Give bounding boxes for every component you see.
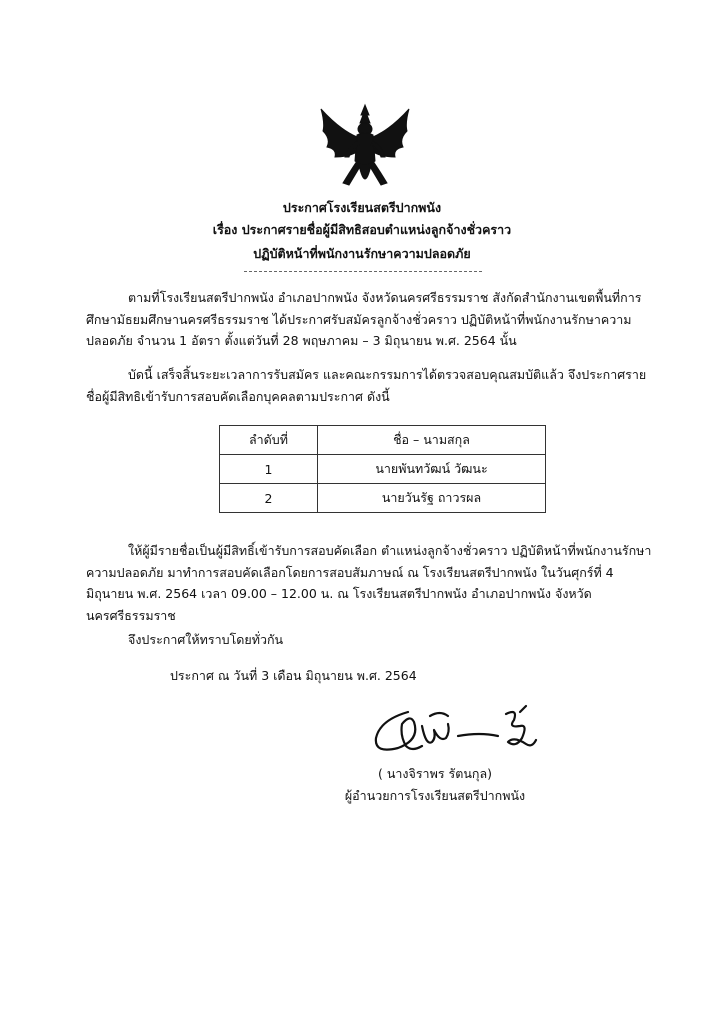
table-row bbox=[220, 484, 546, 513]
signatory-position: ผู้อำนวยการโรงเรียนสตรีปากพนัง bbox=[344, 788, 526, 803]
table-cell-name: นายวันรัฐ ถาวรผล bbox=[318, 484, 546, 513]
date-line: ประกาศ ณ วันที่ 3 เดือน มิถุนายน พ.ศ. 2564 bbox=[170, 668, 417, 683]
column-header-order: ลำดับที่ bbox=[220, 426, 318, 455]
document-subject: เรื่อง ประกาศรายชื่อผู้มีสิทธิสอบตำแหน่งลูกจ้างชั่วคราว bbox=[212, 222, 512, 237]
paragraph-1: ตามที่โรงเรียนสตรีปากพนัง อำเภอปากพนัง จังหวัดนครศรีธรรมราช สังกัดสำนักงานเขตพื้นที่การศึกษามัธยมศึกษานครศรีธรรมราช ได้ประกาศรับสมัครลูกจ้างชั่วคราว ปฏิบัติหน้าที่พนักงานรักษาความปลอดภัย จำนวน 1 อัตรา ตั้งแต่วันที่ 28 พฤษภาคม – 3 มิถุนายน พ.ศ. 2564 นั้น bbox=[86, 290, 642, 348]
document-title: ประกาศโรงเรียนสตรีปากพนัง bbox=[282, 200, 442, 215]
candidate-table bbox=[219, 425, 546, 513]
table-cell-order: 1 bbox=[220, 455, 318, 484]
table-cell-order: 2 bbox=[220, 484, 318, 513]
garuda-emblem-icon bbox=[317, 103, 413, 195]
column-header-name: ชื่อ – นามสกุล bbox=[318, 426, 546, 455]
table-header-row bbox=[220, 426, 546, 455]
dashed-divider bbox=[244, 271, 482, 272]
announcement-line: จึงประกาศให้ทราบโดยทั่วกัน bbox=[128, 632, 284, 647]
table-row bbox=[220, 455, 546, 484]
table-cell-name: นายพันทวัฒน์ วัฒนะ bbox=[318, 455, 546, 484]
signatory-name: ( นางจิราพร รัตนกุล) bbox=[378, 766, 492, 781]
paragraph-2: บัดนี้ เสร็จสิ้นระยะเวลาการรับสมัคร และคณะกรรมการได้ตรวจสอบคุณสมบัติแล้ว จึงประกาศรายชื่อผู้มีสิทธิเข้ารับการสอบคัดเลือกบุคคลตามประกาศ ดังนี้ bbox=[86, 367, 647, 404]
document-subject-line2: ปฏิบัติหน้าที่พนักงานรักษาความปลอดภัย bbox=[253, 246, 471, 261]
paragraph-3: ให้ผู้มีรายชื่อเป็นผู้มีสิทธิ์เข้ารับการสอบคัดเลือก ตำแหน่งลูกจ้างชั่วคราว ปฏิบัติหน้าที่พนักงานรักษาความปลอดภัย มาทำการสอบคัดเลือกโดยการสอบสัมภาษณ์ ณ โรงเรียนสตรีปากพนัง ในวันศุกร์ที่ 4 มิถุนายน พ.ศ. 2564 เวลา 09.00 – 12.00 น. ณ โรงเรียนสตรีปากพนัง อำเภอปากพนัง จังหวัดนครศรีธรรมราช bbox=[86, 543, 652, 623]
handwritten-signature bbox=[370, 702, 540, 762]
